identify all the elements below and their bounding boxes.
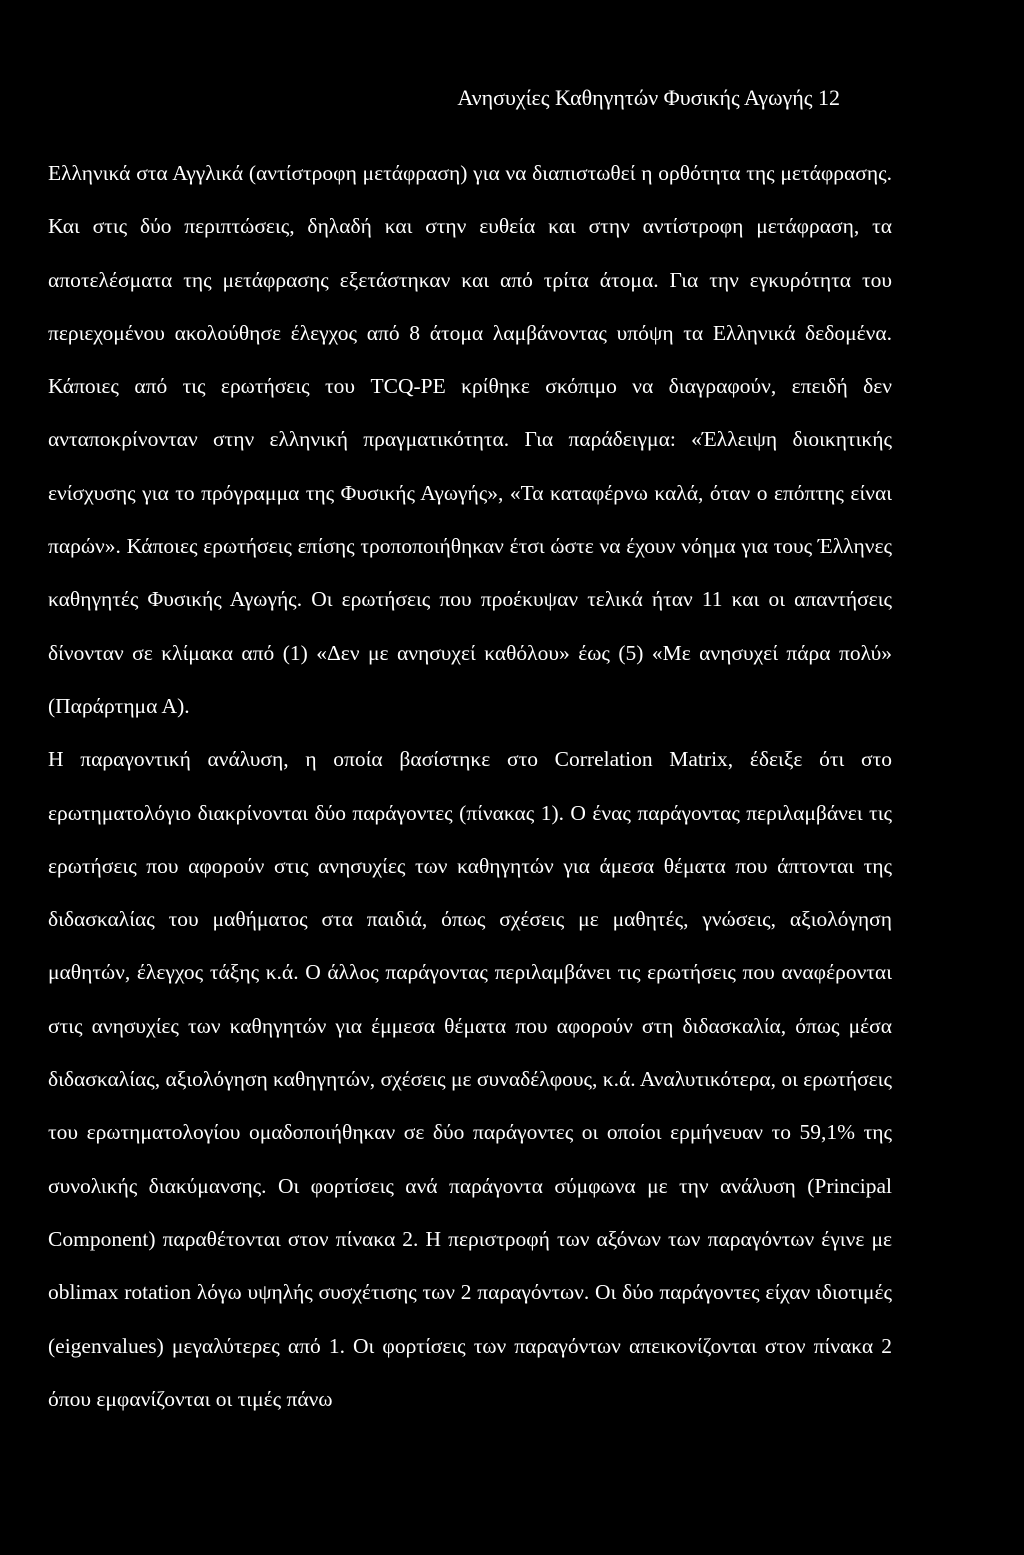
paragraph: Η παραγοντική ανάλυση, η οποία βασίστηκε στο Correlation Matrix, έδειξε ότι στο ερωτηματολόγιο διακρίνονται δύο παράγοντες (πίνακας 1). Ο ένας παράγοντας περιλαμβάνει τις ερωτήσεις που αφορούν στις ανησυχίες των καθηγητών για άμεσα θέματα που άπτονται της διδασκαλίας του μαθήματος στα παιδιά, όπως σχέσεις με μαθητές, γνώσεις, αξιολόγηση μαθητών, έλεγχος τάξης κ.ά. Ο άλλος παράγοντας περιλαμβάνει τις ερωτήσεις που αναφέρονται στις ανησυχίες των καθηγητών για έμμεσα θέματα που αφορούν στη διδασκαλία, όπως μέσα διδασκαλίας, αξιολόγηση καθηγητών, σχέσεις με συναδέλφους, κ.ά. Αναλυτικότερα, οι ερωτήσεις του ερωτηματολογίου ομαδοποιήθηκαν σε δύο παράγοντες οι οποίοι ερμήνευαν το 59,1% της συνολικής διακύμανσης. Οι φορτίσεις ανά παράγοντα σύμφωνα με την ανάλυση (Principal Component) παραθέτονται στον πίνακα 2. Η περιστροφή των αξόνων των παραγόντων έγινε με oblimax rotation λόγω υψηλής συσχέτισης των 2 παραγόντων. Οι δύο παράγοντες είχαν ιδιοτιμές (eigenvalues) μεγαλύτερες από 1. Οι φορτίσεις των παραγόντων απεικονίζονται στον πίνακα 2 όπου εμφανίζονται οι τιμές πάνω: [48, 747, 892, 1411]
body-text: [48, 147, 892, 1426]
paragraph: Ελληνικά στα Αγγλικά (αντίστροφη μετάφραση) για να διαπιστωθεί η ορθότητα της μετάφρασης. Και στις δύο περιπτώσεις, δηλαδή και στην ευθεία και στην αντίστροφη μετάφραση, τα αποτελέσματα της μετάφρασης εξετάστηκαν και από τρίτα άτομα. Για την εγκυρότητα του περιεχομένου ακολούθησε έλεγχος από 8 άτομα λαμβάνοντας υπόψη τα Ελληνικά δεδομένα. Κάποιες από τις ερωτήσεις του TCQ-PE κρίθηκε σκόπιμο να διαγραφούν, επειδή δεν ανταποκρίνονταν στην ελληνική πραγματικότητα. Για παράδειγμα: «Έλλειψη διοικητικής ενίσχυσης για το πρόγραμμα της Φυσικής Αγωγής», «Τα καταφέρνω καλά, όταν ο επόπτης είναι παρών». Κάποιες ερωτήσεις επίσης τροποποιήθηκαν έτσι ώστε να έχουν νόημα για τους Έλληνες καθηγητές Φυσικής Αγωγής. Οι ερωτήσεις που προέκυψαν τελικά ήταν 11 και οι απαντήσεις δίνονταν σε κλίμακα από (1) «Δεν με ανησυχεί καθόλου» έως (5) «Με ανησυχεί πάρα πολύ» (Παράρτημα Α).: [48, 161, 892, 718]
running-header: Ανησυχίες Καθηγητών Φυσικής Αγωγής 12: [457, 85, 840, 110]
